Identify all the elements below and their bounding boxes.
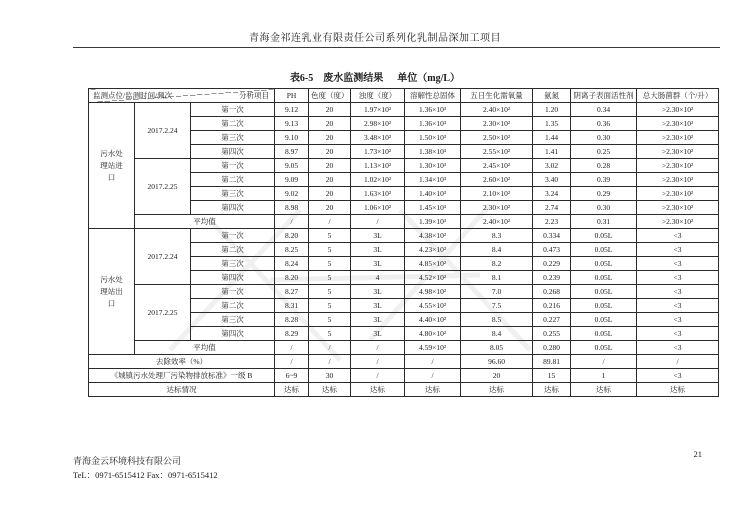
value-cell: 8.1 xyxy=(461,271,533,285)
value-cell: 达标 xyxy=(637,383,719,397)
table-row xyxy=(89,229,719,243)
value-cell: 8.25 xyxy=(275,243,309,257)
value-cell: <3 xyxy=(637,257,719,271)
frequency-cell: 第二次 xyxy=(191,299,275,313)
value-cell: 1.02×10² xyxy=(351,173,405,187)
value-cell: 达标 xyxy=(571,383,637,397)
table-body xyxy=(89,103,719,397)
value-cell: >2.30×10² xyxy=(637,103,719,117)
value-cell: 0.05L xyxy=(571,299,637,313)
value-cell: 1.34×10³ xyxy=(405,173,461,187)
value-cell: / xyxy=(405,369,461,383)
value-cell: 9.13 xyxy=(275,117,309,131)
table-row xyxy=(89,355,719,369)
table-row xyxy=(89,215,719,229)
value-cell: 3L xyxy=(351,229,405,243)
value-cell: 7.0 xyxy=(461,285,533,299)
value-cell: 0.255 xyxy=(533,327,571,341)
frequency-cell: 第一次 xyxy=(191,229,275,243)
value-cell: 0.227 xyxy=(533,313,571,327)
value-cell: 8.3 xyxy=(461,229,533,243)
value-cell: 0.280 xyxy=(533,341,571,355)
value-cell: 1.20 xyxy=(533,103,571,117)
value-cell: 4 xyxy=(351,271,405,285)
frequency-cell: 第一次 xyxy=(191,103,275,117)
value-cell: 0.39 xyxy=(571,173,637,187)
value-cell: 0.30 xyxy=(571,201,637,215)
value-cell: 20 xyxy=(309,159,351,173)
value-cell: 1.39×10³ xyxy=(405,215,461,229)
table-row xyxy=(89,341,719,355)
value-cell: 3.02 xyxy=(533,159,571,173)
column-header-tds: 溶解性总固体 xyxy=(405,89,461,103)
value-cell: 1.45×10³ xyxy=(405,201,461,215)
value-cell: 0.05L xyxy=(571,229,637,243)
value-cell: 2.10×10² xyxy=(461,187,533,201)
column-header-anionic-surfactant: 阴离子表面活性剂 xyxy=(571,89,637,103)
value-cell: >2.30×10² xyxy=(637,173,719,187)
value-cell: 0.05L xyxy=(571,313,637,327)
frequency-cell: 第四次 xyxy=(191,201,275,215)
value-cell: 8.20 xyxy=(275,229,309,243)
value-cell: 0.28 xyxy=(571,159,637,173)
frequency-cell: 第二次 xyxy=(191,173,275,187)
site-cell xyxy=(89,103,135,229)
value-cell: 2.60×10² xyxy=(461,173,533,187)
value-cell: 20 xyxy=(309,187,351,201)
value-cell: 1.63×10² xyxy=(351,187,405,201)
value-cell: 30 xyxy=(309,369,351,383)
average-label-cell: 平均值 xyxy=(135,215,275,229)
value-cell: / xyxy=(309,341,351,355)
corner-label-monitoring-point: 监测点位/监测时间/频次 xyxy=(93,90,173,100)
value-cell: 达标 xyxy=(309,383,351,397)
value-cell: >2.30×10² xyxy=(637,145,719,159)
value-cell: 达标 xyxy=(405,383,461,397)
column-header-coliform: 总大肠菌群（个/升） xyxy=(637,89,719,103)
frequency-cell: 第四次 xyxy=(191,327,275,341)
average-label-cell: 平均值 xyxy=(135,341,275,355)
value-cell: 20 xyxy=(309,103,351,117)
value-cell: 4.55×10² xyxy=(405,299,461,313)
table-row xyxy=(89,285,719,299)
date-cell: 2017.2.25 xyxy=(135,159,191,215)
value-cell: 5 xyxy=(309,285,351,299)
column-header-bod5: 五日生化需氧量 xyxy=(461,89,533,103)
site-cell xyxy=(89,229,135,355)
value-cell: 5 xyxy=(309,313,351,327)
value-cell: 1.41 xyxy=(533,145,571,159)
date-cell: 2017.2.24 xyxy=(135,103,191,159)
value-cell: <3 xyxy=(637,299,719,313)
value-cell: >2.30×10² xyxy=(637,131,719,145)
value-cell: 2.55×10² xyxy=(461,145,533,159)
document-footer xyxy=(73,455,218,481)
site-label: 污水处理站进口 xyxy=(100,148,123,182)
value-cell: 2.23 xyxy=(533,215,571,229)
value-cell: 3.24 xyxy=(533,187,571,201)
value-cell: / xyxy=(275,341,309,355)
value-cell: 9.09 xyxy=(275,173,309,187)
value-cell: 3L xyxy=(351,257,405,271)
value-cell: 8.24 xyxy=(275,257,309,271)
table-header-row xyxy=(89,89,719,103)
table-title-label: 表6-5 废水监测结果 xyxy=(289,73,384,84)
value-cell: 5 xyxy=(309,243,351,257)
value-cell: / xyxy=(309,215,351,229)
value-cell: 0.05L xyxy=(571,327,637,341)
value-cell: 1.40×10³ xyxy=(405,187,461,201)
value-cell: 0.05L xyxy=(571,243,637,257)
value-cell: 2.40×10² xyxy=(461,215,533,229)
value-cell: 0.334 xyxy=(533,229,571,243)
value-cell: 3L xyxy=(351,299,405,313)
value-cell: 2.98×10² xyxy=(351,117,405,131)
date-cell: 2017.2.25 xyxy=(135,285,191,341)
value-cell: 达标 xyxy=(275,383,309,397)
value-cell: 5 xyxy=(309,271,351,285)
table-row xyxy=(89,103,719,117)
value-cell: 1.30×10³ xyxy=(405,159,461,173)
value-cell: >2.30×10² xyxy=(637,201,719,215)
value-cell: 1.36×10³ xyxy=(405,103,461,117)
frequency-cell: 第二次 xyxy=(191,117,275,131)
value-cell: 1.06×10² xyxy=(351,201,405,215)
value-cell: 20 xyxy=(309,145,351,159)
value-cell: <3 xyxy=(637,313,719,327)
frequency-cell: 第一次 xyxy=(191,285,275,299)
value-cell: / xyxy=(351,369,405,383)
value-cell: 0.229 xyxy=(533,257,571,271)
value-cell: >2.30×10² xyxy=(637,159,719,173)
value-cell: 0.05L xyxy=(571,257,637,271)
table-row xyxy=(89,383,719,397)
value-cell: 8.2 xyxy=(461,257,533,271)
value-cell: 5 xyxy=(309,327,351,341)
value-cell: 8.4 xyxy=(461,327,533,341)
frequency-cell: 第二次 xyxy=(191,243,275,257)
value-cell: 1.50×10³ xyxy=(405,131,461,145)
value-cell: 5 xyxy=(309,257,351,271)
value-cell: <3 xyxy=(637,285,719,299)
value-cell: 4.85×10² xyxy=(405,257,461,271)
value-cell: 0.25 xyxy=(571,145,637,159)
value-cell: <3 xyxy=(637,271,719,285)
table-title xyxy=(0,69,750,84)
value-cell: 1.13×10² xyxy=(351,159,405,173)
value-cell: 4.80×10² xyxy=(405,327,461,341)
column-header-chromaticity: 色度（度） xyxy=(309,89,351,103)
corner-label-analysis-items: 分析项目 xyxy=(239,91,270,100)
value-cell: 0.216 xyxy=(533,299,571,313)
value-cell: 8.31 xyxy=(275,299,309,313)
value-cell: / xyxy=(405,355,461,369)
value-cell: / xyxy=(571,355,637,369)
header-divider xyxy=(73,47,720,48)
monitoring-table-wrap xyxy=(88,88,719,397)
value-cell: 4.59×10² xyxy=(405,341,461,355)
value-cell: 1 xyxy=(571,369,637,383)
value-cell: 9.10 xyxy=(275,131,309,145)
value-cell: 5 xyxy=(309,299,351,313)
value-cell: 0.05L xyxy=(571,271,637,285)
value-cell: <3 xyxy=(637,243,719,257)
value-cell: 20 xyxy=(309,201,351,215)
value-cell: >2.30×10² xyxy=(637,187,719,201)
value-cell: 0.239 xyxy=(533,271,571,285)
value-cell: 4.23×10² xyxy=(405,243,461,257)
value-cell: 8.4 xyxy=(461,243,533,257)
frequency-cell: 第三次 xyxy=(191,313,275,327)
document-header-title: 青海金祁连乳业有限责任公司系列化乳制品深加工项目 xyxy=(249,33,501,44)
value-cell: 4.52×10² xyxy=(405,271,461,285)
table-row xyxy=(89,369,719,383)
value-cell: 2.30×10² xyxy=(461,201,533,215)
value-cell: 15 xyxy=(533,369,571,383)
value-cell: 20 xyxy=(309,173,351,187)
value-cell: 3.48×10² xyxy=(351,131,405,145)
value-cell: 1.38×10³ xyxy=(405,145,461,159)
value-cell: 0.05L xyxy=(571,285,637,299)
value-cell: 1.73×10² xyxy=(351,145,405,159)
value-cell: 4.40×10² xyxy=(405,313,461,327)
footer-company: 青海金云环境科技有限公司 xyxy=(73,456,182,466)
value-cell: / xyxy=(275,215,309,229)
value-cell: 达标 xyxy=(461,383,533,397)
value-cell: 3L xyxy=(351,243,405,257)
value-cell: <3 xyxy=(637,341,719,355)
value-cell: 96.60 xyxy=(461,355,533,369)
value-cell: 达标 xyxy=(351,383,405,397)
value-cell: 4.38×10² xyxy=(405,229,461,243)
value-cell: 2.45×10² xyxy=(461,159,533,173)
value-cell: 3L xyxy=(351,285,405,299)
value-cell: 2.40×10² xyxy=(461,103,533,117)
value-cell: 8.5 xyxy=(461,313,533,327)
value-cell: 3L xyxy=(351,327,405,341)
value-cell: 8.27 xyxy=(275,285,309,299)
value-cell: 1.36×10³ xyxy=(405,117,461,131)
corner-cell xyxy=(89,89,275,103)
value-cell: 9.12 xyxy=(275,103,309,117)
value-cell: 1.44 xyxy=(533,131,571,145)
site-label: 污水处理站出口 xyxy=(100,274,123,308)
value-cell: / xyxy=(275,355,309,369)
value-cell: 1.35 xyxy=(533,117,571,131)
frequency-cell: 第三次 xyxy=(191,131,275,145)
value-cell: / xyxy=(351,215,405,229)
value-cell: 2.30×10² xyxy=(461,117,533,131)
value-cell: 达标 xyxy=(533,383,571,397)
value-cell: 0.31 xyxy=(571,215,637,229)
value-cell: 8.28 xyxy=(275,313,309,327)
summary-label-cell: 去除效率（%） xyxy=(89,355,275,369)
monitoring-table xyxy=(88,88,719,397)
value-cell: 20 xyxy=(461,369,533,383)
value-cell: 0.05L xyxy=(571,341,637,355)
value-cell: 8.20 xyxy=(275,271,309,285)
value-cell: / xyxy=(309,355,351,369)
table-unit-label: 单位（mg/L） xyxy=(397,73,461,84)
frequency-cell: 第四次 xyxy=(191,271,275,285)
value-cell: 20 xyxy=(309,131,351,145)
value-cell: 6~9 xyxy=(275,369,309,383)
value-cell: 3L xyxy=(351,313,405,327)
value-cell: 8.29 xyxy=(275,327,309,341)
value-cell: 9.02 xyxy=(275,187,309,201)
frequency-cell: 第三次 xyxy=(191,187,275,201)
value-cell: 0.30 xyxy=(571,131,637,145)
value-cell: 89.81 xyxy=(533,355,571,369)
value-cell: >2.30×10² xyxy=(637,117,719,131)
value-cell: / xyxy=(351,355,405,369)
value-cell: 0.36 xyxy=(571,117,637,131)
value-cell: 5 xyxy=(309,229,351,243)
summary-label-cell: 《城镇污水处理厂污染物排放标准》一级 B xyxy=(89,369,275,383)
value-cell: 1.97×10² xyxy=(351,103,405,117)
value-cell: 8.05 xyxy=(461,341,533,355)
value-cell: 0.473 xyxy=(533,243,571,257)
frequency-cell: 第三次 xyxy=(191,257,275,271)
summary-label-cell: 达标情况 xyxy=(89,383,275,397)
value-cell: / xyxy=(351,341,405,355)
value-cell: <3 xyxy=(637,229,719,243)
footer-contact: TeL：0971-6515412 Fax：0971-6515412 xyxy=(73,469,218,480)
column-header-turbidity: 浊度（度） xyxy=(351,89,405,103)
value-cell: 8.98 xyxy=(275,201,309,215)
page-number: 21 xyxy=(693,449,702,459)
value-cell: >2.30×10² xyxy=(637,215,719,229)
date-cell: 2017.2.24 xyxy=(135,229,191,285)
value-cell: 4.98×10² xyxy=(405,285,461,299)
value-cell: 0.34 xyxy=(571,103,637,117)
value-cell: <3 xyxy=(637,327,719,341)
value-cell: 20 xyxy=(309,117,351,131)
value-cell: 3.40 xyxy=(533,173,571,187)
value-cell: 2.74 xyxy=(533,201,571,215)
value-cell: 9.05 xyxy=(275,159,309,173)
column-header-ph: PH xyxy=(275,89,309,103)
value-cell: 7.5 xyxy=(461,299,533,313)
column-header-ammonia: 氨氮 xyxy=(533,89,571,103)
value-cell: / xyxy=(637,355,719,369)
value-cell: 0.268 xyxy=(533,285,571,299)
frequency-cell: 第一次 xyxy=(191,159,275,173)
value-cell: <3 xyxy=(637,369,719,383)
value-cell: 8.97 xyxy=(275,145,309,159)
frequency-cell: 第四次 xyxy=(191,145,275,159)
table-row xyxy=(89,159,719,173)
value-cell: 0.29 xyxy=(571,187,637,201)
value-cell: 2.50×10² xyxy=(461,131,533,145)
